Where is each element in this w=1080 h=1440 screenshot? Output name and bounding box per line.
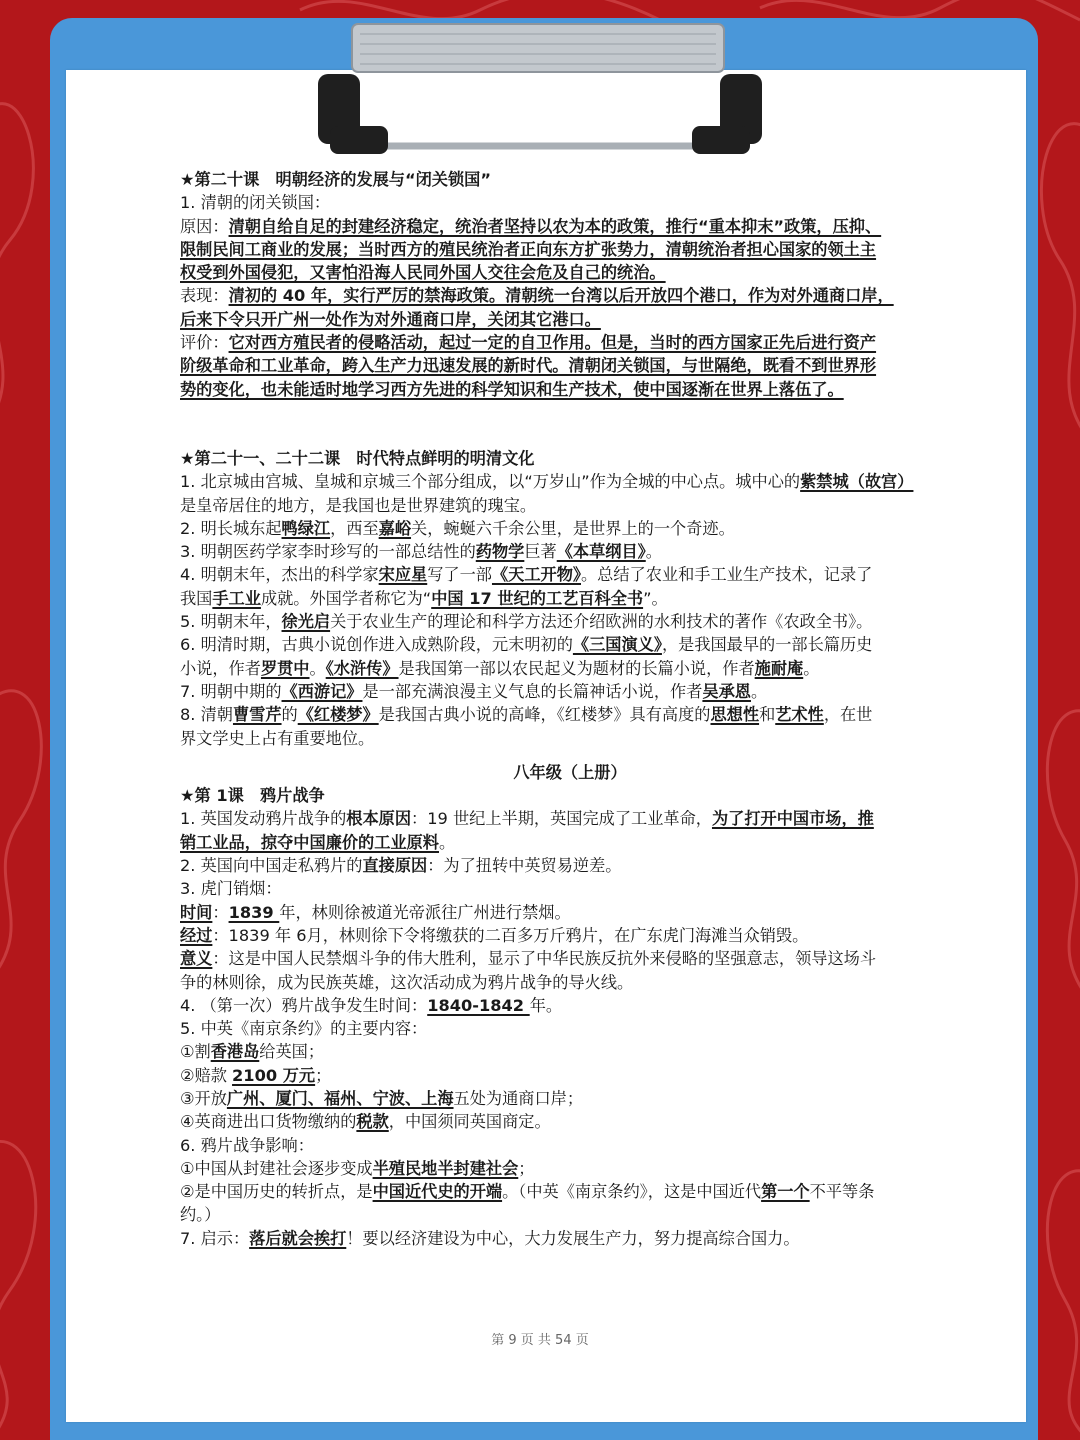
text-run: 4. （第一次）鸦片战争发生时间： [180,995,428,1015]
text-run: 5. 明朝末年， [180,612,282,632]
text-line [180,610,960,633]
text-run: 关于农业生产的理论和科学方法还介绍欧洲的水利技术的著作《农政全书》。 [330,612,873,632]
emphasized-text: 《三国演义》 [572,635,662,655]
text-line [180,1064,960,1087]
section-title: ★第二十课 明朝经济的发展与“闭关锁国” [180,170,491,189]
text-run: 。 [803,658,820,678]
text-line [180,727,960,750]
text-run: 。 [750,681,768,701]
emphasized-text: 广州、厦门、福州、宁波、上海 [226,1088,454,1108]
emphasized-text: 势的变化，也未能适时地学习西方先进的科学知识和生产技术，使中国逐渐在世界上落伍了。 [180,379,844,399]
emphasized-text: 思想性 [710,705,760,725]
text-run: 3. 虎门销烟： [180,879,282,899]
emphasized-text: 《本草纲目》 [556,542,646,562]
text-run: ，在世 [823,705,873,725]
text-run: 。总结了农业和手工业生产技术，记录了 [581,565,873,585]
text-run: ：为了扭转中英贸易逆差。 [427,856,622,876]
text-line [180,1040,960,1063]
emphasized-text: 宋应星 [378,565,428,585]
text-run: 7. 启示： [180,1228,250,1248]
section-body [180,807,960,1250]
emphasized-text: 直接原因 [362,856,428,876]
text-run: 不平等条 [809,1182,875,1202]
emphasized-text: 为了打开中国市场，推 [711,809,874,829]
emphasized-text: 《天工开物》 [491,565,581,585]
emphasized-text: 时间 [180,902,213,922]
emphasized-text: 第一个 [761,1182,810,1202]
section-title: ★第 1课 鸦片战争 [180,786,325,806]
lesson-20-section [180,168,960,401]
text-line [180,308,960,331]
section-body [180,191,960,401]
text-run: ！要以经济建设为中心，大力发展生产力，努力提高综合国力。 [346,1228,800,1248]
text-line [180,470,960,493]
emphasized-text: 药物学 [475,542,525,562]
text-line [180,587,960,610]
emphasized-text: 1839 [228,902,280,922]
text-run: ：这是中国人民禁烟斗争的伟大胜利，显示了中华民族反抗外来侵略的坚强意志，领导这场斗 [212,949,877,969]
text-line [180,947,960,970]
text-run: ④英商进出口货物缴纳的 [180,1112,357,1132]
emphasized-text: 《红楼梦》 [297,705,379,725]
text-run: 1. 英国发动鸦片战争的 [180,809,347,829]
text-run: 评价： [180,333,229,353]
text-line [180,540,960,563]
text-line [180,1134,960,1157]
text-run: 6. 明清时期，古典小说创作进入成熟阶段，元末明初的 [180,635,573,655]
text-line [180,354,960,377]
text-run: 约。） [180,1205,221,1225]
emphasized-text: 中国近代史的开端 [372,1182,503,1202]
text-line [180,284,960,307]
emphasized-text: 《水浒传》 [325,658,399,678]
document-content [180,168,960,1250]
text-line [180,633,960,656]
text-line [180,563,960,586]
text-run: 我国 [180,588,213,608]
text-line [180,831,960,854]
emphasized-text: 它对西方殖民者的侵略活动，起过一定的自卫作用。但是，当时的西方国家正先后进行资产 [228,333,877,353]
text-line [180,191,960,214]
emphasized-text: 税款 [356,1112,389,1132]
emphasized-text: 艺术性 [775,705,824,725]
emphasized-text: 吴承恩 [702,681,751,701]
text-line [180,1180,960,1203]
emphasized-text: 嘉峪 [378,518,412,538]
text-run: ：19 世纪上半期，英国完成了工业革命， [411,809,712,829]
lesson-21-22-section [180,447,960,750]
emphasized-text: 根本原因 [346,809,412,829]
text-run: 和 [759,705,776,725]
text-run: ②赔款 [180,1065,233,1085]
page-footer: 第 9 页 共 54 页 [491,1333,589,1348]
text-run: 写了一部 [427,565,492,585]
emphasized-text: 施耐庵 [754,658,804,678]
text-line [180,1087,960,1110]
emphasized-text: 清初的 40 年，实行严厉的禁海政策。清朝统一台湾以后开放四个港口，作为对外通商口岸， [228,286,894,306]
text-run: 小说，作者 [180,658,261,678]
text-run: 年。 [529,995,563,1015]
text-run: ”。 [643,588,668,608]
text-run: 年，林则徐被道光帝派往广州进行禁烟。 [279,902,571,922]
emphasized-text: 罗贯中 [260,658,310,678]
text-line [180,378,960,401]
text-run: ； [315,1065,332,1085]
section-body [180,470,960,750]
text-line [180,517,960,540]
text-run: 的 [281,705,298,725]
text-line [180,1227,960,1250]
binder-clip-icon [300,18,780,158]
text-run: ，中国须同英国商定。 [388,1112,551,1132]
text-run: 巨著 [524,542,557,562]
emphasized-text: 落后就会挨打 [249,1228,347,1248]
emphasized-text: 权受到外国侵犯，又害怕沿海人民同外国人交往会危及自己的统治。 [180,263,666,283]
text-line [180,703,960,726]
emphasized-text: 手工业 [212,588,261,608]
emphasized-text: 曹雪芹 [232,705,282,725]
text-run: 争的林则徐，成为民族英雄，这次活动成为鸦片战争的导火线。 [180,972,634,992]
text-line [180,1017,960,1040]
text-line [180,680,960,703]
emphasized-text: 鸭绿江 [281,518,331,538]
text-line [180,657,960,680]
text-run: 。 [645,542,662,562]
emphasized-text: 香港岛 [210,1042,260,1062]
section-title: ★第二十一、二十二课 时代特点鲜明的明清文化 [180,448,535,468]
text-run: 关，蜿蜒六千余公里，是世界上的一个奇迹。 [411,518,735,538]
text-line [180,924,960,947]
text-run: 5. 中英《南京条约》的主要内容： [180,1019,428,1039]
text-line [180,1157,960,1180]
text-line [180,238,960,261]
text-run: 是我国第一部以农民起义为题材的长篇小说，作者 [398,658,755,678]
text-run: 1. 清朝的闭关锁国： [180,193,331,213]
text-run: 7. 明朝中期的 [180,681,282,701]
text-run: 是我国古典小说的高峰，《红楼梦》具有高度的 [378,705,711,725]
text-run: 。 [439,832,456,852]
text-line [180,261,960,284]
text-run: 4. 明朝末年，杰出的科学家 [180,565,379,585]
text-run: 。（中英《南京条约》，这是中国近代 [502,1182,762,1202]
text-line [180,807,960,830]
emphasized-text: 意义 [180,949,213,969]
emphasized-text: 紫禁城（故宫） [800,472,914,492]
text-run: ； [518,1158,535,1178]
text-run: ①割 [180,1042,211,1062]
text-run: 2. 明长城东起 [180,518,282,538]
emphasized-text: 1840-1842 [427,995,530,1015]
emphasized-text: 《西游记》 [281,681,363,701]
grade-heading: 八年级（上册） [513,762,627,782]
text-run: ③开放 [180,1088,227,1108]
emphasized-text: 清朝自给自足的封建经济稳定，统治者坚持以农为本的政策，推行“重本抑末”政策，压抑、 [228,216,882,236]
text-line [180,1110,960,1133]
text-run: 。 [309,658,326,678]
text-run: 表现： [180,286,229,306]
text-run: ，是我国最早的一部长篇历史 [661,635,873,655]
emphasized-text: 2100 万元 [232,1065,316,1085]
text-run: 8. 清朝 [180,705,233,725]
text-run: ②是中国历史的转折点，是 [180,1182,373,1202]
text-run: 是一部充满浪漫主义气息的长篇神话小说，作者 [362,681,703,701]
text-run: 1. 北京城由宫城、皇城和京城三个部分组成，以“万岁山”作为全城的中心点。城中心的 [180,472,801,492]
text-run: 成就。外国学者称它为“ [260,588,432,608]
text-run: 原因： [180,216,229,236]
text-line [180,494,960,517]
text-line [180,331,960,354]
text-line [180,854,960,877]
lesson-1-section [180,784,960,1250]
text-line [180,994,960,1017]
text-run: ： [212,902,229,922]
text-run: ①中国从封建社会逐步变成 [180,1158,373,1178]
text-run: ，西至 [330,518,379,538]
text-run: 2. 英国向中国走私鸦片的 [180,856,363,876]
emphasized-text: 销工业品，掠夺中国廉价的工业原料 [180,832,439,852]
emphasized-text: 徐光启 [281,612,331,632]
emphasized-text: 后来下令只开广州一处作为对外通商口岸，关闭其它港口。 [180,309,601,329]
emphasized-text: 半殖民地半封建社会 [372,1158,519,1178]
text-line [180,877,960,900]
text-run: 界文学史上占有重要地位。 [180,728,375,748]
emphasized-text: 限制民间工商业的发展；当时西方的殖民统治者正向东方扩张势力，清朝统治者担心国家的领土主 [180,239,877,259]
emphasized-text: 中国 17 世纪的工艺百科全书 [431,588,644,608]
emphasized-text: 经过 [180,925,213,945]
text-run: 五处为通商口岸； [453,1088,584,1108]
text-line [180,971,960,994]
text-run: 3. 明朝医药学家李时珍写的一部总结性的 [180,542,476,562]
text-line [180,215,960,238]
text-line [180,901,960,924]
emphasized-text: 阶级革命和工业革命，跨入生产力迅速发展的新时代。清朝闭关锁国，与世隔绝，既看不到世界形 [180,356,877,376]
text-run: 给英国； [259,1042,325,1062]
text-run: ：1839 年 6月，林则徐下令将缴获的二百多万斤鸦片，在广东虎门海滩当众销毁。 [212,925,809,945]
text-run: 是皇帝居住的地方，是我国也是世界建筑的瑰宝。 [180,495,537,515]
text-line [180,1203,960,1226]
text-run: 6. 鸦片战争影响： [180,1135,314,1155]
